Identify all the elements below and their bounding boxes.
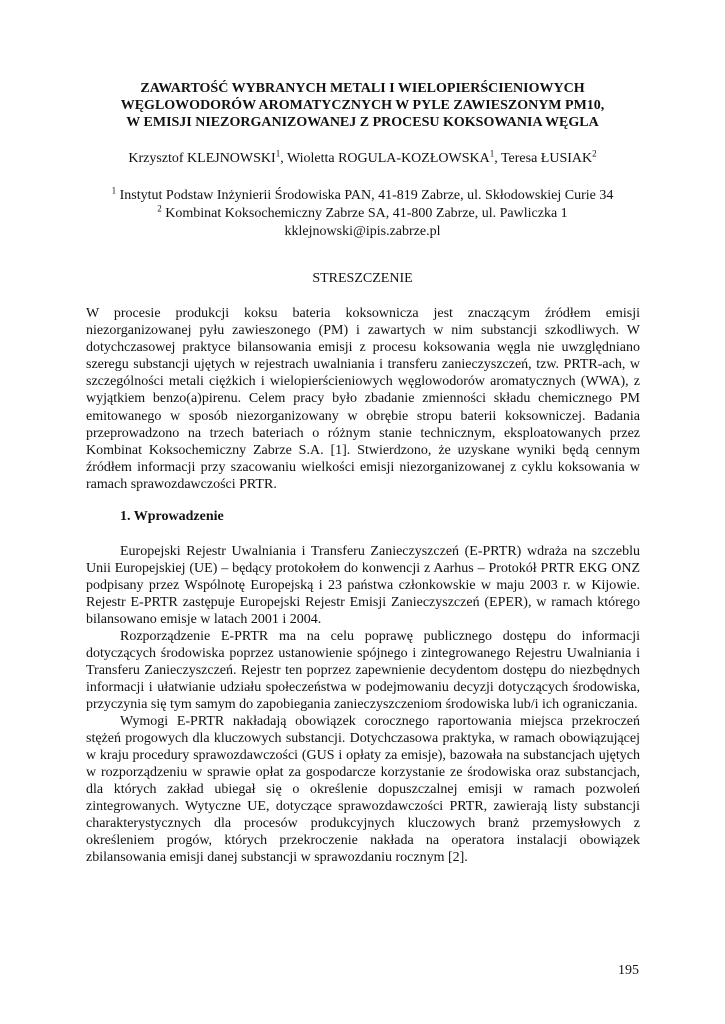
page-number: 195 [618,963,639,978]
author-name: Teresa ŁUSIAK [500,151,593,166]
abstract-text: W procesie produkcji koksu bateria koksownicza jest znaczącym źródłem emisji niezorganizowanej pyłu zawieszonego (PM) i zawartych w nim substancji szkodliwych. W dotychczasowej praktyce bilansowania emisji z procesu koksowania węgla nie uwzględniano szeregu substancji ujętych w rejestrach uwalniania i transferu zanieczyszczeń, tzw. PRTR-ach, w szczególności metali ciężkich i wielopierścieniowych węglowodorów aromatycznych (WWA), z wyjątkiem benzo(a)pirenu. Celem pracy było zbadanie zmienności składu chemicznego PM emitowanego w sposób niezorganizowany w obrębie stropu baterii koksowniczej. Badania przeprowadzono na trzech bateriach o różnym stanie technicznym, eksploatowanych przez Kombinat Koksochemiczny Zabrze S.A. [1]. Stwierdzono, że uzyskane wyniki będą cennym źródłem informacji przy szacowaniu wielkości emisji niezorganizowanej z cyklu koksowania w ramach sprawozdawczości PRTR. [86,306,640,492]
title-line: WĘGLOWODORÓW AROMATYCZNYCH W PYLE ZAWIESZONYM PM10, [120,98,605,113]
author-separator: , [280,151,287,166]
section-heading: 1. Wprowadzenie [120,509,224,524]
affiliation-text: Kombinat Koksochemiczny Zabrze SA, 41-800 Zabrze, ul. Pawliczka 1 [161,206,568,221]
affiliation [60,205,665,223]
abstract-heading: STRESZCZENIE [312,271,413,286]
author-name: Krzysztof KLEJNOWSKI [128,151,276,166]
affiliation-mark: 1 [111,185,117,196]
contact-email: kklejnowski@ipis.zabrze.pl [284,224,441,239]
affiliation [60,187,665,205]
section-body [86,543,640,866]
author-name: Wioletta ROGULA-KOZŁOWSKA [286,151,490,166]
title-line: W EMISJI NIEZORGANIZOWANEJ Z PROCESU KOKSOWANIA WĘGLA [126,115,599,130]
title-line: ZAWARTOŚĆ WYBRANYCH METALI I WIELOPIERŚCIENIOWYCH [140,81,585,96]
author-separator: , [494,151,501,166]
affiliation-text: Instytut Podstaw Inżynierii Środowiska PAN, 41-819 Zabrze, ul. Skłodowskiej Curie 34 [116,188,614,203]
author-affil-mark: 1 [489,148,495,159]
body-paragraph: Wymogi E-PRTR nakładają obowiązek corocznego raportowania miejsca przekroczeń stężeń progowych dla kluczowych substancji. Dotychczasowa praktyka, w ramach obowiązującej w kraju procedury sprawozdawczości (GUS i opłaty za emisje), bazowała na substancjach ujętych w rozporządzeniu w sprawie opłat za gospodarcze korzystanie ze środowiska oraz substancjach, dla których zakład ubiegał się o określenie dopuszczalnej emisji w ramach pozwoleń zintegrowanych. Wytyczne UE, dotyczące sprawozdawczości PRTR, zawierają listy substancji charakterystycznych dla procesów produkcyjnych kluczowych branż przemysłowych z określeniem progów, których przekroczenie nakłada na operatora instalacji obowiązek zbilansowania emisji danej substancji w sprawozdaniu rocznym [2]. [86,714,640,865]
author-list [60,150,665,168]
body-paragraph: Rozporządzenie E-PRTR ma na celu poprawę publicznego dostępu do informacji dotyczących środowiska poprzez ustanowienie spójnego i zintegrowanego Rejestru Uwalniania i Transferu Zanieczyszczeń. Rejestr ten poprzez zapewnienie decydentom dostępu do niezbędnych informacji i ułatwianie udziału społeczeństwa w podejmowaniu decyzji dotyczących środowiska, przyczynia się tym samym do zapobiegania zanieczyszczeniom środowiska lub/i ich ograniczania. [86,629,640,712]
body-paragraph: Europejski Rejestr Uwalniania i Transferu Zanieczyszczeń (E-PRTR) wdraża na szczeblu Unii Europejskiej (UE) – będący protokołem do konwencji z Aarhus – Protokół PRTR EKG ONZ podpisany przez Wspólnotę Europejską i 23 państwa członkowskie w maju 2003 r. w Kijowie. Rejestr E-PRTR zastępuje Europejski Rejestr Emisji Zanieczyszczeń (EPER), w ramach którego bilansowano emisje w latach 2001 i 2004. [86,544,640,627]
affiliation-mark: 2 [157,203,162,214]
paper-title [60,80,665,131]
affiliations [60,187,665,241]
author-affil-mark: 1 [275,148,281,159]
author-affil-mark: 2 [592,148,597,159]
